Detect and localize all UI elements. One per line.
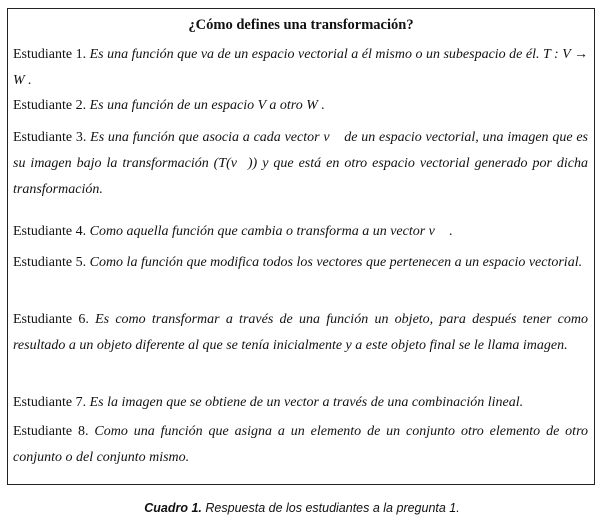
table-title: ¿Cómo defines una transformación? [188, 17, 414, 33]
student-answer: Es una función que asocia a cada vector v⃗ de un espacio vectorial, una imagen que es su imagen bajo la transformación (T(v⃗)) y que está en otro espacio vectorial generado por dicha transformación. [13, 130, 588, 197]
response-table [7, 8, 595, 485]
student-label: Estudiante 8. [13, 424, 89, 439]
student-label: Estudiante 4. [13, 224, 87, 239]
student-answer: Como aquella función que cambia o transforma a un vector v⃗ . [89, 224, 453, 239]
student-answer: Es una función de un espacio V a otro W . [89, 98, 325, 113]
student-label: Estudiante 5. [13, 255, 87, 270]
student-answer: Es una función que va de un espacio vectorial a él mismo o un subespacio de él. T : V → W . [13, 47, 589, 88]
student-answer: Como la función que modifica todos los vectores que pertenecen a un espacio vectorial. [89, 255, 583, 270]
student-response-4 [13, 219, 588, 245]
student-response-5 [13, 250, 588, 276]
student-label: Estudiante 1. [13, 47, 87, 62]
student-label: Estudiante 3. [13, 130, 87, 145]
student-response-1 [13, 42, 588, 94]
caption-label: Cuadro 1. [144, 501, 202, 515]
student-response-6 [13, 307, 588, 359]
student-label: Estudiante 2. [13, 98, 87, 113]
student-response-8 [13, 419, 588, 471]
student-answer: Como una función que asigna a un elemento de un conjunto otro elemento de otro conjunto o del conjunto mismo. [13, 424, 589, 465]
student-label: Estudiante 7. [13, 395, 87, 410]
caption-text: Respuesta de los estudiantes a la pregunta 1. [205, 501, 460, 515]
student-response-3 [13, 125, 588, 203]
student-response-7 [13, 390, 588, 416]
table-caption [0, 501, 604, 515]
student-answer: Es la imagen que se obtiene de un vector a través de una combinación lineal. [89, 395, 524, 410]
student-response-2 [13, 93, 588, 119]
student-label: Estudiante 6. [13, 312, 89, 327]
student-answer: Es como transformar a través de una función un objeto, para después tener como resultado a un objeto diferente al que se tenía inicialmente y a este objeto final se le llama imagen. [13, 312, 588, 353]
